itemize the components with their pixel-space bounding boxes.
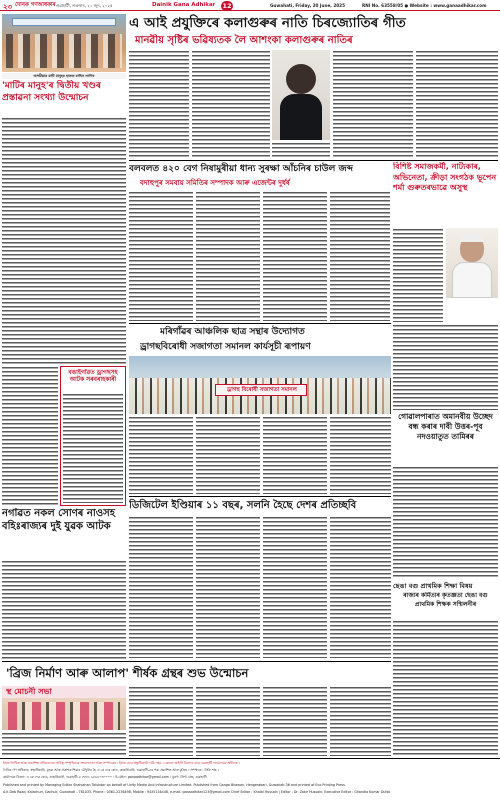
drugs-arrest-box bbox=[60, 366, 126, 506]
right-top-body-a bbox=[393, 228, 443, 322]
portrait-hair bbox=[460, 234, 484, 242]
paper-logo-left: দৈনিক গণঅধিকাৰ bbox=[15, 1, 56, 8]
lead-body-col3 bbox=[333, 50, 413, 158]
college-body-col3 bbox=[263, 416, 327, 494]
college-photo bbox=[129, 356, 391, 414]
digital-body-col3 bbox=[263, 516, 327, 658]
book-body-col2 bbox=[196, 686, 260, 756]
digital-body-col4 bbox=[330, 516, 391, 658]
college-headline: মৰিগাঁৱৰ আঞ্চলিক ছাত্ৰ সন্থাৰ উদ্যোগত bbox=[160, 327, 305, 337]
left-top-body bbox=[2, 117, 126, 365]
lead-photo-body bbox=[280, 94, 322, 140]
second-subhead: বদাহুপুৰ সমবায় সমিতিৰ সম্পাদক আৰু এজেন্টৰ দুৰ্ধৰ্ষ bbox=[140, 179, 290, 187]
left-mid-body bbox=[2, 560, 126, 660]
college-banner bbox=[215, 384, 307, 396]
left-top-headline: 'মাটিৰ মানুহ'ৰ দ্বিতীয় খণ্ডৰ প্ৰস্তাৱনা সংখ্যা উন্মোচন bbox=[2, 81, 102, 103]
right-mid-body bbox=[393, 466, 498, 578]
college-body-col1 bbox=[129, 416, 193, 494]
book-body-col4 bbox=[330, 686, 391, 756]
masthead bbox=[0, 0, 500, 11]
book-photo bbox=[2, 686, 126, 730]
page-number-left: ২৩ bbox=[3, 3, 13, 11]
lead-body-col1 bbox=[129, 50, 189, 158]
second-body-col1 bbox=[129, 191, 193, 321]
right-lower-body bbox=[393, 620, 498, 756]
digital-body-col1 bbox=[129, 516, 193, 658]
footer-line-5: A.K Deb Road, Kalachuri, Gachuk, Guwahati - 781035. Phone : 0361-2236498, Mobile : 9435116448, e-mail: ganaadhikar123@gmail.com Chief Editor : Khalid Hussain | Editor : Dr. Zakir Hussain, Executive Editor : Ghandia Kumar Dutta bbox=[3, 790, 391, 794]
divider-college bbox=[129, 323, 391, 324]
second-body-col4 bbox=[330, 191, 390, 321]
college-banner-text: ড্ৰাগছ বিৰোধী সজাগতা সমানল bbox=[227, 387, 297, 393]
footer-line-3: কাৰ্যালয়ৰ ঠিকনা: এ কে দেৱ ৰোড, কাছাৰীবাৰী, গুৱাহাটী-৫ ফোন: ৯৮৬৪০৩০০০০ । ই-মেইল: ganaadhikar@gmail.com । মুদ্ৰণ: প্ৰিণ্ট প্ৰেছ, গুৱাহাটী bbox=[3, 775, 207, 779]
footer bbox=[0, 758, 500, 801]
page-number-badge: 12 bbox=[222, 1, 232, 10]
second-body-col2 bbox=[196, 191, 260, 321]
left-top-photo bbox=[2, 14, 126, 72]
lead-photo bbox=[272, 50, 330, 140]
book-headline: 'ব্ৰিজ নিৰ্মাণ আৰু আলাপ' শীৰ্ষক গ্ৰন্থৰ শুভ উন্মোচন bbox=[6, 666, 249, 680]
lead-photo-person bbox=[286, 64, 316, 94]
right-top-body-b bbox=[393, 324, 498, 410]
book-photo-caption bbox=[2, 732, 126, 756]
footer-line-4: Published and printed by Managing Editor Shahjahan Talukdar on behalf of Unity Media And Infrastructure Limited. Published from Ganga Bhawan, Hengerabari, Guwahati-36 and printed at Eco Printing Press. bbox=[3, 783, 346, 787]
dateline-en: Guwahati, Friday, 20 June, 2025 bbox=[270, 2, 345, 8]
paper-name-en: Dainik Gana Adhikar bbox=[152, 2, 216, 8]
digital-headline: ডিজিটেল ইণ্ডিয়াৰ ১১ বছৰ, সলনি হৈছে দেশৰ প্ৰতিচ্ছবি bbox=[129, 500, 357, 511]
drugs-arrest-title: বঙাইগাঁৱত ড্ৰাগছসহ আটক সৰবৰাহকাৰী bbox=[68, 369, 118, 383]
stage-banner-text: স্থ মোচনী সভা bbox=[6, 687, 52, 696]
right-lower-subhead: ৰাজ্যৰ কৰ্মিতাৰ কৃতজ্ঞতা ছেঙা বগু প্ৰাথমিক শিক্ষক সন্মিলনীৰ bbox=[403, 592, 488, 608]
divider-digital bbox=[129, 496, 391, 497]
portrait-body bbox=[452, 262, 492, 298]
college-body-col2 bbox=[196, 416, 260, 494]
lead-headline: এ আই প্ৰযুক্তিৰে কলাগুৰুৰ নাতি চিৰজ্যোতিৰ গীত bbox=[129, 15, 406, 31]
left-mid-headline: নগাঁৱত নকল সোণৰ নাওসহ বহিঃৰাজ্যৰ দুই যুৱক আটক bbox=[2, 508, 115, 532]
left-top-photo-caption: অসমীয়াৰ মাটি মানুহৰ হাতত ৰাখিব লাগিব bbox=[2, 73, 126, 79]
right-top-headline: বিশিষ্ট সমাজকৰ্মী, নাট্যকাৰ, অভিনেতা, ক্ৰীড়া সংগঠক ভূপেন শৰ্মা গুৰুতৰভাৱে অসুস্থ bbox=[393, 162, 497, 192]
left-col-continuation bbox=[2, 366, 58, 506]
lead-photo-caption bbox=[272, 142, 330, 158]
right-mid-headline: গোৱালপাৰাত অমানবীয় উচ্ছেদ বন্ধ কৰাৰ দাবী উত্তৰ-পূব নদওয়াতুত তামিৰৰ bbox=[398, 412, 493, 441]
second-headline: বলবলত ৪২০ বেগ নিষামুৰীয়া ধান্য সুৰক্ষা আঁচনিৰ চাউল জব্দ bbox=[129, 164, 353, 174]
lead-subhead: মানৱীয় সৃষ্টিৰ ভৱিষ্যতক লৈ আশংকা কলাগুৰুৰ নাতিৰ bbox=[135, 35, 353, 46]
rni-website: RNI No. 63558/05 ● Website : www.ganaadhikar.com bbox=[362, 2, 487, 8]
footer-line-2: দৈনিক গণ অধিকাৰ, স্বত্বাধিকাৰী, মুদ্ৰক আৰু প্ৰকাশক শিৱাৰ চৌধুৰীৰ হৈ এ কে দেৱ ৰোড, কাছাৰীবাৰী, গুৱাহাটী-৫ৰ পৰা প্ৰকাশিত আৰু মুদ্ৰিত । সম্পাদক : নিকি শাহ । bbox=[3, 768, 219, 772]
lead-body-col2 bbox=[192, 50, 270, 158]
book-photo-people bbox=[8, 702, 120, 730]
date-left: গুৱাহাটী, শুক্ৰবাৰ, ২০ জুন, ২০২৫ bbox=[56, 2, 113, 8]
photo-people bbox=[6, 34, 122, 68]
drugs-arrest-body bbox=[63, 393, 123, 503]
lead-body-col4 bbox=[416, 50, 498, 158]
divider-second bbox=[129, 160, 498, 161]
right-lower-headline: ছেঙা বগু প্ৰাথমিক শিক্ষা বিষয় bbox=[393, 582, 473, 590]
photo-banner bbox=[12, 18, 116, 26]
digital-body-col2 bbox=[196, 516, 260, 658]
book-body-col1 bbox=[129, 686, 193, 756]
footer-line-1: ইয়াৰ লিখিত আৰু প্ৰকাশিত প্ৰতিবেদনৰ দায়িত্ব সম্পূৰ্ণভাৱে সংবাদদাতা আৰু সম্পাদকৰ । ইয়াৰ বাবে স্বত্বাধিকাৰী দায়ী নহয় । কোনো আইনী বিবাদৰ বাবে গুৱাহাটী ন্যায়ালয়ৰ অধীনত । bbox=[3, 761, 240, 765]
stage-banner bbox=[2, 686, 126, 698]
right-top-photo bbox=[446, 228, 498, 298]
college-body-col4 bbox=[330, 416, 391, 494]
second-body-col3 bbox=[263, 191, 327, 321]
book-body-col3 bbox=[263, 686, 327, 756]
college-subhead: ড্ৰাগছবিৰোধী সজাগতা সমানল কাৰ্যসূচী ৰূপায়ণ bbox=[140, 342, 311, 352]
divider-book bbox=[2, 661, 391, 662]
